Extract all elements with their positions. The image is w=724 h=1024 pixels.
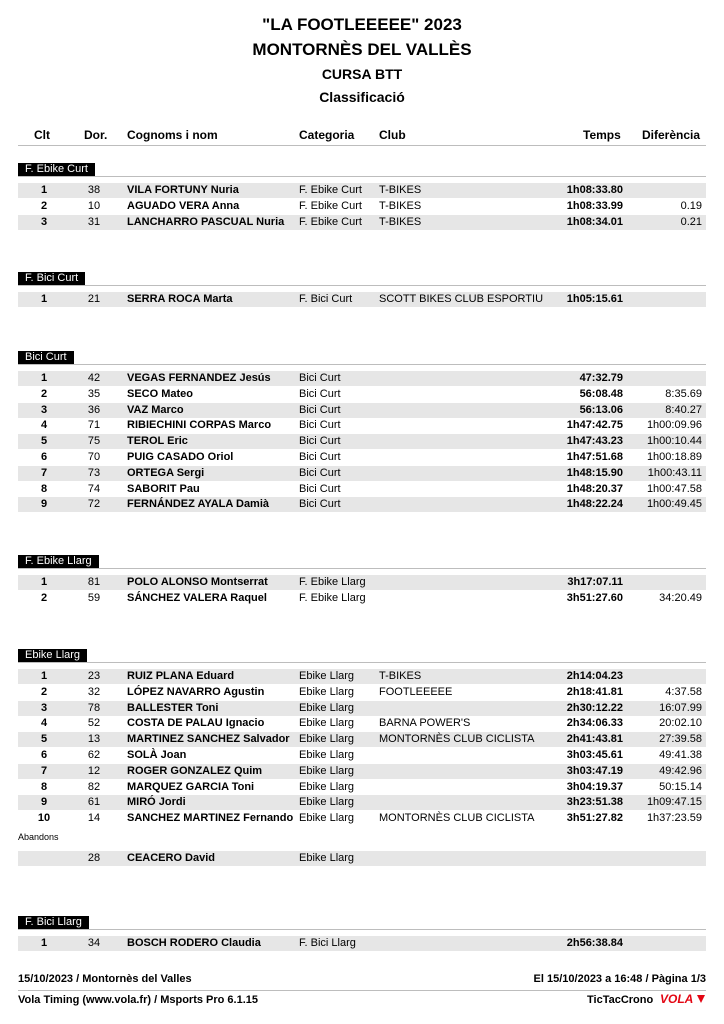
cell-rank: 4 xyxy=(40,717,48,730)
column-header-time: Temps xyxy=(583,128,621,142)
cell-diff: 34:20.49 xyxy=(659,591,702,604)
cell-time: 1h47:43.23 xyxy=(566,435,623,448)
abandons-label: Abandons xyxy=(18,832,59,842)
cell-diff: 1h00:18.89 xyxy=(646,451,702,463)
cell-category: Ebike Llarg xyxy=(299,852,355,864)
cell-rank: 2 xyxy=(40,199,48,212)
cell-bib: 59 xyxy=(87,591,101,604)
cell-club: T-BIKES xyxy=(379,199,422,212)
cell-category: Bici Curt xyxy=(299,435,341,448)
cell-category: Ebike Llarg xyxy=(299,670,355,682)
footer-brand: TicTacCrono xyxy=(587,994,654,1006)
category-divider xyxy=(18,176,706,177)
cell-name: PUIG CASADO Oriol xyxy=(127,451,234,463)
column-header-dor: Dor. xyxy=(84,128,108,142)
category-divider xyxy=(18,568,706,569)
cell-name: CEACERO David xyxy=(127,852,216,864)
cell-diff: 16:07.99 xyxy=(659,701,702,714)
cell-time: 2h56:38.84 xyxy=(566,937,623,949)
column-header-diff: Diferència xyxy=(642,128,701,142)
category-label: F. Ebike Curt xyxy=(18,163,95,176)
page-title: "LA FOOTLEEEEE" 2023 xyxy=(262,15,462,34)
cell-bib: 10 xyxy=(87,199,101,212)
cell-time: 3h04:19.37 xyxy=(566,780,623,793)
cell-bib: 23 xyxy=(87,670,101,682)
table-row xyxy=(18,685,706,700)
cell-name: LÓPEZ NAVARRO Agustin xyxy=(127,685,265,698)
cell-bib: 32 xyxy=(87,685,101,698)
cell-time: 2h30:12.22 xyxy=(566,701,623,714)
cell-name: MARQUEZ GARCIA Toni xyxy=(127,780,255,793)
cell-category: F. Bici Curt xyxy=(299,293,353,305)
cell-time: 3h51:27.60 xyxy=(566,591,623,604)
cell-rank: 7 xyxy=(40,466,48,479)
cell-time: 3h17:07.11 xyxy=(567,576,623,588)
cell-rank: 10 xyxy=(37,812,51,825)
cell-name: VEGAS FERNANDEZ Jesús xyxy=(127,372,271,384)
cell-diff: 1h00:49.45 xyxy=(646,498,702,511)
cell-name: MIRÓ Jordi xyxy=(127,796,186,809)
cell-time: 56:13.06 xyxy=(579,403,623,416)
cell-time: 2h34:06.33 xyxy=(566,717,623,730)
cell-category: F. Ebike Llarg xyxy=(299,591,366,604)
cell-diff: 1h00:47.58 xyxy=(646,482,702,495)
cell-category: Ebike Llarg xyxy=(299,812,355,825)
cell-category: F. Ebike Curt xyxy=(299,184,362,196)
cell-club: FOOTLEEEEE xyxy=(379,685,453,698)
cell-category: Ebike Llarg xyxy=(299,764,355,777)
cell-rank: 1 xyxy=(40,576,48,588)
cell-category: Bici Curt xyxy=(299,372,341,384)
cell-diff: 27:39.58 xyxy=(659,733,702,746)
cell-time: 1h48:15.90 xyxy=(566,466,623,479)
table-row xyxy=(18,936,706,951)
cell-name: RIBIECHINI CORPAS Marco xyxy=(127,419,272,432)
table-row xyxy=(18,215,706,230)
cell-diff: 0.19 xyxy=(680,199,702,212)
cell-rank: 1 xyxy=(40,372,48,384)
cell-bib: 52 xyxy=(87,717,101,730)
cell-club: T-BIKES xyxy=(379,670,422,682)
cell-name: POLO ALONSO Montserrat xyxy=(127,576,268,588)
cell-category: F. Ebike Llarg xyxy=(299,576,366,588)
category-label: Ebike Llarg xyxy=(18,649,87,662)
category-label: Bici Curt xyxy=(18,351,74,364)
cell-time: 1h48:22.24 xyxy=(566,498,623,511)
table-row xyxy=(18,575,706,590)
cell-name: SERRA ROCA Marta xyxy=(127,293,233,305)
cell-bib: 34 xyxy=(87,937,101,949)
cell-name: SOLÀ Joan xyxy=(127,749,187,761)
cell-rank: 3 xyxy=(40,701,48,714)
cell-rank: 9 xyxy=(40,796,48,809)
cell-rank: 3 xyxy=(40,215,48,228)
report-name: Classificació xyxy=(319,89,405,105)
cell-bib: 75 xyxy=(87,435,101,448)
cell-rank: 1 xyxy=(40,937,48,949)
table-row xyxy=(18,748,706,763)
table-row xyxy=(18,183,706,198)
cell-bib: 78 xyxy=(87,701,101,714)
cell-diff: 1h00:09.96 xyxy=(646,419,702,432)
table-row xyxy=(18,418,706,433)
abandon-row xyxy=(18,851,706,866)
event-name: CURSA BTT xyxy=(321,66,403,82)
cell-rank: 5 xyxy=(40,435,48,448)
cell-diff: 0.21 xyxy=(680,215,702,228)
cell-time: 2h14:04.23 xyxy=(566,670,623,682)
table-row xyxy=(18,811,706,826)
cell-diff: 8:40.27 xyxy=(665,403,702,416)
category-divider xyxy=(18,364,706,365)
cell-bib: 31 xyxy=(87,215,101,228)
cell-bib: 62 xyxy=(87,749,101,761)
cell-bib: 28 xyxy=(87,852,101,864)
cell-name: SABORIT Pau xyxy=(127,482,200,495)
cell-category: Ebike Llarg xyxy=(299,685,355,698)
cell-category: Ebike Llarg xyxy=(299,796,355,809)
cell-bib: 71 xyxy=(87,419,101,432)
cell-bib: 73 xyxy=(87,466,101,479)
cell-name: VAZ Marco xyxy=(127,403,184,416)
column-header-category: Categoria xyxy=(299,128,355,142)
cell-diff: 50:15.14 xyxy=(659,780,702,793)
table-row xyxy=(18,497,706,512)
cell-rank: 8 xyxy=(40,780,48,793)
cell-time: 3h51:27.82 xyxy=(566,812,623,825)
cell-rank: 8 xyxy=(40,482,48,495)
cell-time: 1h47:51.68 xyxy=(566,451,623,463)
cell-club: T-BIKES xyxy=(379,215,422,228)
table-row xyxy=(18,669,706,684)
footer-software: Vola Timing (www.vola.fr) / Msports Pro 6.1.15 xyxy=(18,994,259,1006)
cell-category: Bici Curt xyxy=(299,403,341,416)
cell-rank: 6 xyxy=(40,451,48,463)
cell-rank: 7 xyxy=(40,764,48,777)
column-header-clt: Clt xyxy=(34,128,50,142)
cell-diff: 1h37:23.59 xyxy=(646,812,702,825)
cell-club: T-BIKES xyxy=(379,184,422,196)
cell-diff: 4:37.58 xyxy=(665,685,702,698)
cell-rank: 1 xyxy=(40,184,48,196)
cell-rank: 2 xyxy=(40,591,48,604)
cell-bib: 21 xyxy=(87,293,101,305)
cell-name: ROGER GONZALEZ Quim xyxy=(127,764,263,777)
table-row xyxy=(18,732,706,747)
cell-category: Bici Curt xyxy=(299,466,341,479)
cell-name: COSTA DE PALAU Ignacio xyxy=(127,717,265,730)
cell-category: Bici Curt xyxy=(299,482,341,495)
category-label: F. Bici Curt xyxy=(18,272,85,285)
cell-bib: 82 xyxy=(87,780,101,793)
cell-diff: 1h09:47.15 xyxy=(646,796,702,809)
cell-diff: 49:42.96 xyxy=(659,764,702,777)
cell-bib: 35 xyxy=(87,387,101,400)
category-label: F. Ebike Llarg xyxy=(18,555,99,568)
table-row xyxy=(18,450,706,465)
cell-club: MONTORNÈS CLUB CICLISTA xyxy=(379,812,535,825)
category-divider xyxy=(18,285,706,286)
cell-name: SANCHEZ MARTINEZ Fernando xyxy=(127,812,294,825)
cell-name: BOSCH RODERO Claudia xyxy=(127,937,261,949)
cell-name: MARTINEZ SANCHEZ Salvador xyxy=(127,733,290,746)
table-row xyxy=(18,482,706,497)
table-row xyxy=(18,764,706,779)
cell-rank: 4 xyxy=(40,419,48,432)
cell-diff: 8:35.69 xyxy=(665,387,702,400)
cell-diff: 49:41.38 xyxy=(659,749,702,761)
cell-bib: 72 xyxy=(87,498,101,511)
vola-logo-mark xyxy=(697,995,705,1003)
cell-bib: 38 xyxy=(87,184,101,196)
category-label: F. Bici Llarg xyxy=(18,916,89,929)
cell-rank: 3 xyxy=(40,403,48,416)
cell-name: SECO Mateo xyxy=(127,387,194,400)
cell-rank: 9 xyxy=(40,498,48,511)
cell-category: Ebike Llarg xyxy=(299,749,355,761)
cell-time: 1h48:20.37 xyxy=(566,482,623,495)
cell-diff: 20:02.10 xyxy=(659,717,702,730)
cell-rank: 1 xyxy=(40,293,48,305)
cell-category: Ebike Llarg xyxy=(299,701,355,714)
cell-category: Bici Curt xyxy=(299,451,341,463)
cell-time: 1h05:15.61 xyxy=(566,293,623,305)
cell-category: F. Ebike Curt xyxy=(299,215,362,228)
cell-category: Bici Curt xyxy=(299,419,341,432)
cell-rank: 2 xyxy=(40,685,48,698)
cell-time: 2h41:43.81 xyxy=(566,733,623,746)
cell-category: F. Ebike Curt xyxy=(299,199,362,212)
cell-club: BARNA POWER'S xyxy=(379,717,471,730)
header-divider xyxy=(18,145,706,146)
cell-bib: 61 xyxy=(87,796,101,809)
cell-time: 2h18:41.81 xyxy=(566,685,623,698)
cell-bib: 36 xyxy=(87,403,101,416)
cell-rank: 1 xyxy=(40,670,48,682)
cell-time: 1h08:33.99 xyxy=(566,199,623,212)
table-row xyxy=(18,387,706,402)
footer-printed: El 15/10/2023 a 16:48 / Pàgina 1/3 xyxy=(533,973,706,985)
cell-name: SÁNCHEZ VALERA Raquel xyxy=(127,591,267,604)
cell-name: LANCHARRO PASCUAL Nuria xyxy=(127,215,285,228)
table-row xyxy=(18,795,706,810)
table-row xyxy=(18,434,706,449)
cell-time: 47:32.79 xyxy=(579,372,623,384)
cell-time: 1h08:33.80 xyxy=(566,184,623,196)
footer-date-place: 15/10/2023 / Montornès del Valles xyxy=(18,973,192,985)
cell-category: F. Bici Llarg xyxy=(299,937,356,949)
cell-name: FERNÁNDEZ AYALA Damià xyxy=(127,498,270,511)
cell-club: MONTORNÈS CLUB CICLISTA xyxy=(379,733,535,746)
table-row xyxy=(18,466,706,481)
table-row xyxy=(18,701,706,716)
cell-name: AGUADO VERA Anna xyxy=(127,199,240,212)
table-row xyxy=(18,591,706,606)
cell-time: 3h23:51.38 xyxy=(566,796,623,809)
column-header-club: Club xyxy=(379,128,406,142)
category-divider xyxy=(18,929,706,930)
table-row xyxy=(18,371,706,386)
table-row xyxy=(18,292,706,307)
cell-bib: 12 xyxy=(87,764,101,777)
cell-diff: 1h00:43.11 xyxy=(647,466,702,479)
cell-rank: 6 xyxy=(40,749,48,761)
cell-rank: 5 xyxy=(40,733,48,746)
cell-category: Ebike Llarg xyxy=(299,780,355,793)
cell-club: SCOTT BIKES CLUB ESPORTIU xyxy=(379,293,544,305)
cell-name: TEROL Eric xyxy=(127,435,188,448)
cell-category: Ebike Llarg xyxy=(299,733,355,746)
table-row xyxy=(18,780,706,795)
vola-logo xyxy=(660,992,706,1006)
page-subtitle: MONTORNÈS DEL VALLÈS xyxy=(252,40,472,59)
cell-category: Bici Curt xyxy=(299,387,341,400)
cell-name: BALLESTER Toni xyxy=(127,701,219,714)
category-divider xyxy=(18,662,706,663)
cell-bib: 13 xyxy=(87,733,101,746)
column-header-name: Cognoms i nom xyxy=(127,128,218,142)
cell-rank: 2 xyxy=(40,387,48,400)
cell-category: Bici Curt xyxy=(299,498,341,511)
cell-name: ORTEGA Sergi xyxy=(127,466,205,479)
cell-category: Ebike Llarg xyxy=(299,717,355,730)
vola-logo-text: VOLA xyxy=(660,992,694,1006)
cell-diff: 1h00:10.44 xyxy=(646,435,702,448)
cell-name: RUIZ PLANA Eduard xyxy=(127,670,235,682)
cell-time: 56:08.48 xyxy=(579,387,623,400)
table-row xyxy=(18,199,706,214)
cell-time: 1h08:34.01 xyxy=(566,215,623,228)
table-row xyxy=(18,716,706,731)
cell-bib: 81 xyxy=(87,576,101,588)
cell-bib: 14 xyxy=(87,812,101,825)
cell-time: 3h03:47.19 xyxy=(566,764,623,777)
cell-name: VILA FORTUNY Nuria xyxy=(127,184,239,196)
cell-bib: 74 xyxy=(87,482,101,495)
cell-bib: 70 xyxy=(87,451,101,463)
cell-time: 1h47:42.75 xyxy=(566,419,623,432)
table-row xyxy=(18,403,706,418)
cell-bib: 42 xyxy=(87,372,101,384)
footer-divider xyxy=(18,990,706,991)
cell-time: 3h03:45.61 xyxy=(566,749,623,761)
